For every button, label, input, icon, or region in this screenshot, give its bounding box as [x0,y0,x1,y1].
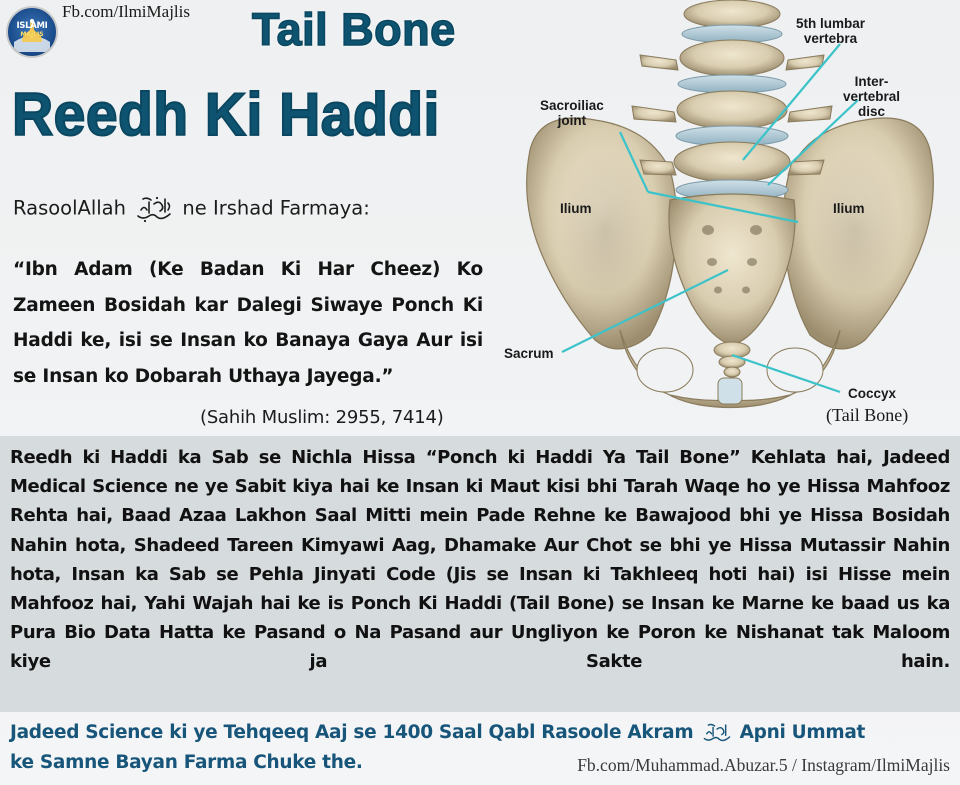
label-tail-bone-note: (Tail Bone) [826,405,909,425]
label-sacroiliac-joint: Sacroiliac joint [540,98,604,128]
islami-majlis-logo [6,6,58,58]
label-sacrum: Sacrum [504,346,554,361]
label-ilium-left: Ilium [560,201,592,216]
explanation-paragraph: Reedh ki Haddi ka Sab se Nichla Hissa “Ponch ki Haddi Ya Tail Bone” Kehlata hai, Jadeed Medical Science ne ye Sabit kiya hai ke Insan ki Maut kisi bhi Tarah Waqe ho ye Hissa Mahfooz Rehta hai, Baad Azaa Lakhon Saal Mitti mein Pade Rehne ke Bawajood bhi ye Hissa Bosidah Nahin hota, Shadeed Tareen Kimyawi Aag, Dhamake Aur Chot se bhi ye Hissa Mutassir Nahin hota, Insan ka Sab se Pehla Jinyati Code (Jis se Insan ki Takhleeq hoti hai) isi Hisse mein Mahfooz hai, Yahi Wajah hai ke is Ponch Ki Haddi (Tail Bone) se Insan ke Marne ke baad us ka Pura Bio Data Hatta ke Pasand o Na Pasand aur Ungliyon ke Poron ke Nishanat tak Maloom kiye ja Sakte hain. [10,447,950,673]
salawat-calligraphy-icon [702,721,732,745]
footer-line-2: ke Samne Bayan Farma Chuke the. [10,752,363,773]
logo-subtext: MAJLIS [20,31,44,38]
title-english: Tail Bone [252,4,456,55]
hadith-intro [13,194,370,224]
facebook-page-link[interactable]: Fb.com/IlmiMajlis [62,2,190,21]
label-intervertebral-disc: Inter- vertebral disc [843,74,901,119]
salawat-calligraphy-icon [135,194,173,224]
pelvis-illustration [500,0,960,436]
footer-line-1-after: Apni Ummat [739,722,866,743]
label-coccyx: Coccyx [848,386,897,401]
hadith-intro-after: ne Irshad Farmaya: [182,196,370,220]
hadith-quote: “Ibn Adam (Ke Badan Ki Har Cheez) Ko Zameen Bosidah kar Dalegi Siwaye Ponch Ki Haddi ke, isi se Insan ko Banaya Gaya Aur isi se Insan ko Dobarah Uthaya Jayega.” [13,259,483,387]
title-urdu: Reedh Ki Haddi [12,81,440,148]
label-ilium-right: Ilium [833,201,865,216]
hadith-reference: (Sahih Muslim: 2955, 7414) [200,407,444,428]
footer-line-1-before: Jadeed Science ki ye Tehqeeq Aaj se 1400 Saal Qabl Rasoole Akram [10,722,694,743]
pelvis-bones-icon [500,0,960,436]
hadith-intro-before: RasoolAllah [13,196,126,220]
label-5th-lumbar: 5th lumbar vertebra [796,16,866,46]
logo-text: ISLAMI [16,21,48,31]
social-credit[interactable]: Fb.com/Muhammad.Abuzar.5 / Instagram/IlmiMajlis [577,755,950,775]
footer-line-1 [10,718,950,748]
